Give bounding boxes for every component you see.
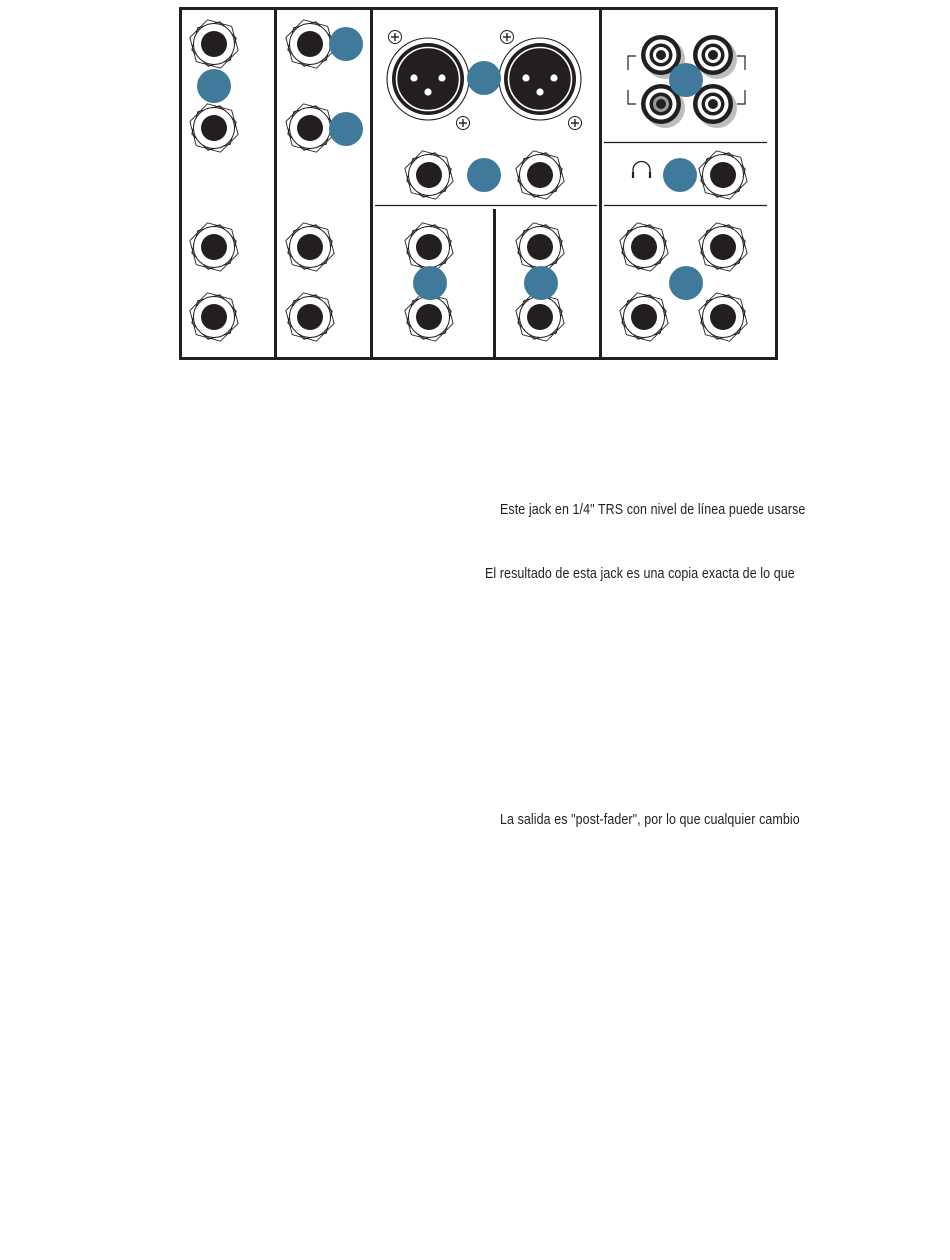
second-col-top-callout <box>329 27 363 61</box>
aux-right-callout <box>524 266 558 300</box>
paragraph-post-fader: La salida es "post-fader", por lo que cualquier cambio <box>500 812 800 828</box>
paragraph-jack-copy: El resultado de esta jack es una copia exacta de lo que <box>485 566 795 582</box>
screw-icon <box>389 31 402 44</box>
xlr-callout <box>467 61 501 95</box>
xlr-right <box>499 38 581 120</box>
headphone-callout <box>663 158 697 192</box>
rca-callout <box>669 63 703 97</box>
aux-left-callout <box>413 266 447 300</box>
quarter-inch-mid-callout <box>467 158 501 192</box>
screw-icon <box>501 31 514 44</box>
left-col-callout <box>197 69 231 103</box>
main-out-callout <box>669 266 703 300</box>
screw-icon <box>569 117 582 130</box>
paragraph-trs-line: Este jack en 1/4" TRS con nivel de línea puede usarse <box>500 502 806 518</box>
screw-icon <box>457 117 470 130</box>
xlr-left <box>387 38 469 120</box>
second-col-mid-callout <box>329 112 363 146</box>
connector-panel-diagram <box>0 0 950 370</box>
